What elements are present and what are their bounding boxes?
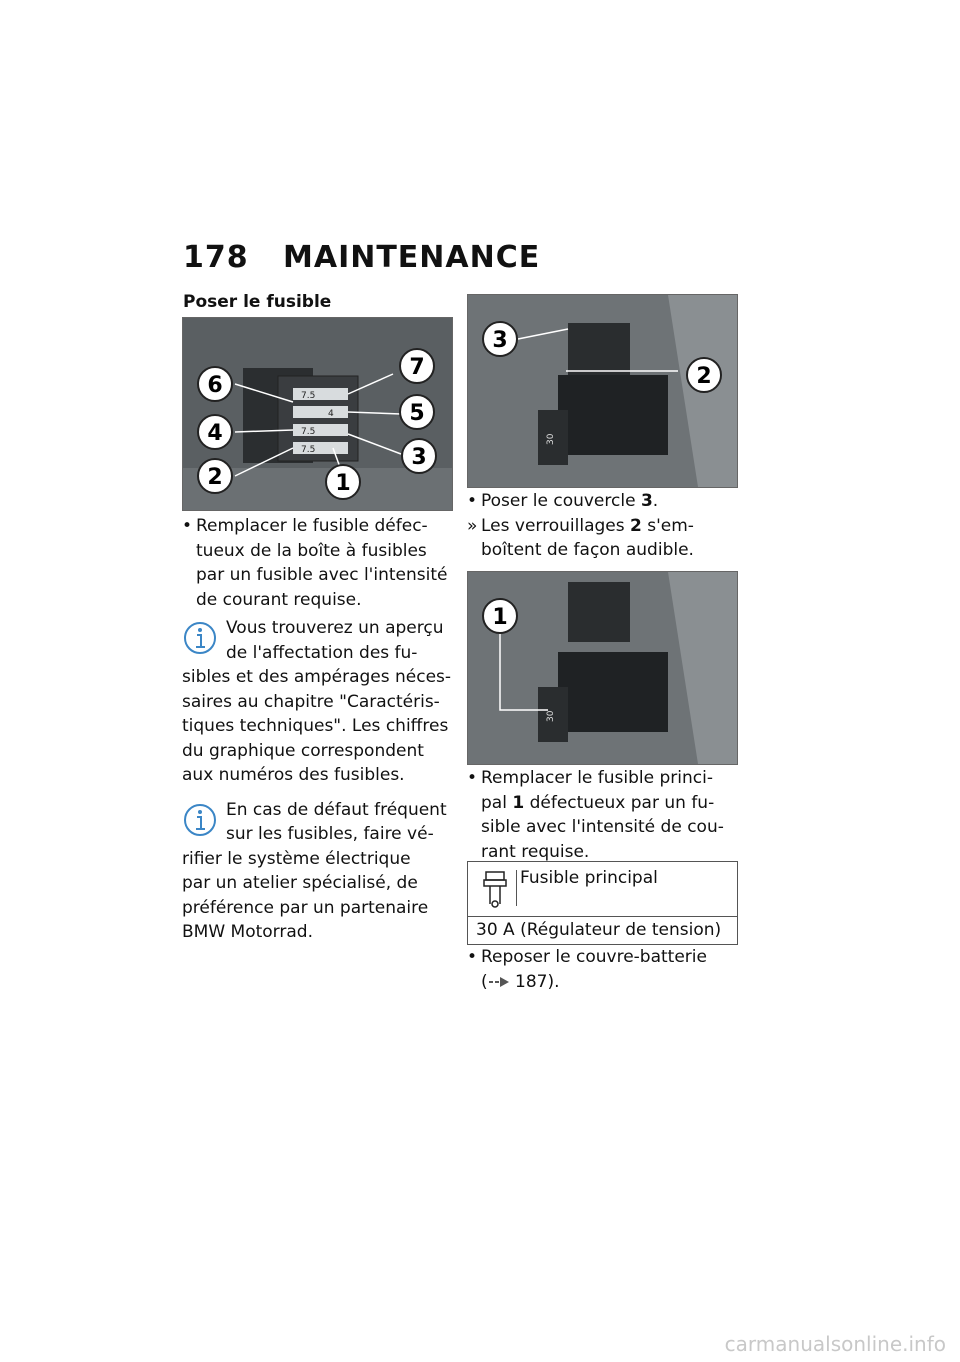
chapter-title: MAINTENANCE (283, 240, 541, 275)
fusebox-illustration (183, 318, 452, 510)
svg-text:4: 4 (207, 421, 223, 446)
fuse-mark: 4 (328, 409, 334, 419)
callout-3 (402, 439, 436, 473)
connector-label: 30 (546, 433, 556, 445)
main-fuse-spec-table (467, 861, 738, 945)
svg-text:1: 1 (335, 471, 351, 496)
cover-illustration (468, 295, 737, 487)
bullet-line (481, 791, 742, 816)
table-divider (516, 870, 517, 906)
spec-value: 30 A (Régulateur de tension) (476, 920, 722, 940)
note-line: du graphique correspondent (182, 740, 424, 761)
bullet-dot: • (467, 768, 478, 788)
page-reference[interactable]: 187). (509, 971, 560, 992)
spec-table-header (468, 862, 737, 917)
note-line: préférence par un partenaire (182, 897, 429, 918)
fusebox-photo (182, 317, 453, 511)
bullet-line: sible avec l'intensité de cou- (481, 817, 724, 837)
note-line: En cas de défaut fréquent (226, 799, 447, 820)
note-line: aux numéros des fusibles. (182, 765, 405, 785)
bullet-line: Remplacer le fusible défec- (196, 516, 428, 536)
callout-6 (198, 367, 232, 401)
section-heading: Poser le fusible (183, 292, 332, 312)
fuse-icon (480, 870, 510, 910)
fuse-mark: 7.5 (301, 427, 316, 437)
right-column-main-fuse-steps (467, 766, 742, 864)
right-column-reinstall-step (467, 945, 742, 994)
fuse-mark: 7.5 (301, 445, 316, 455)
bullet-text: ( (481, 971, 488, 992)
bullet-line: Remplacer le fusible princi- (481, 768, 713, 788)
left-column (182, 514, 454, 945)
svg-text:6: 6 (207, 373, 223, 398)
ref-number: 2 (630, 515, 642, 536)
ref-number: 3 (640, 491, 653, 511)
svg-text:2: 2 (696, 364, 712, 389)
svg-text:3: 3 (492, 328, 508, 353)
result-text: s'em- (641, 515, 694, 536)
watermark: carmanualsonline.info (724, 1332, 946, 1356)
bullet-line (481, 970, 742, 995)
bullet-dot: • (467, 947, 478, 967)
callout-5 (400, 395, 434, 429)
callout-2 (687, 358, 721, 392)
spec-label: Fusible principal (520, 868, 658, 888)
cover-photo (467, 294, 738, 488)
callout-4 (198, 415, 232, 449)
callout-1 (483, 599, 517, 633)
bullet-text: Poser le couvercle (481, 491, 641, 511)
note-line: de l'affectation des fu- (226, 642, 418, 663)
callout-2 (198, 459, 232, 493)
note-line: par un atelier spécialisé, de (182, 873, 418, 893)
svg-text:3: 3 (411, 445, 427, 470)
note-line: sur les fusibles, faire vé- (226, 824, 434, 844)
bullet-install-cover (467, 489, 742, 514)
note-line: rifier le système électrique (182, 848, 411, 869)
info-note-fuse-assignment (182, 616, 454, 788)
info-note-frequent-defect (182, 798, 454, 945)
connector-label: 30 (546, 710, 556, 722)
result-text: Les verrouillages (481, 515, 630, 536)
info-icon (182, 620, 218, 656)
note-line: Vous trouverez un aperçu (226, 618, 444, 638)
svg-text:7: 7 (409, 355, 425, 380)
bullet-line: Reposer le couvre-batterie (481, 947, 707, 967)
bullet-line: de courant requise. (196, 589, 362, 610)
svg-text:5: 5 (409, 401, 425, 426)
bullet-line: rant requise. (481, 841, 590, 862)
note-line: BMW Motorrad. (182, 922, 313, 942)
note-line: tiques techniques". Les chiffres (182, 716, 449, 736)
bullet-line: par un fusible avec l'intensité (196, 565, 448, 585)
bullet-text: défectueux par un fu- (524, 792, 715, 813)
right-column-cover-steps (467, 489, 742, 563)
ref-number: 1 (512, 792, 525, 813)
punct: . (652, 491, 659, 511)
result-line: boîtent de façon audible. (481, 540, 694, 560)
note-line: saires au chapitre "Caractéris- (182, 691, 440, 712)
page-number: 178 (183, 240, 249, 275)
fuse-mark: 7.5 (301, 391, 316, 401)
bullet-dot: • (467, 491, 478, 511)
note-line: sibles et des ampérages néces- (182, 667, 452, 687)
bullet-replace-fuse (182, 514, 454, 612)
bullet-dot: • (182, 516, 193, 536)
result-locks-engage (467, 514, 742, 563)
page-header (183, 240, 540, 275)
page-reference-arrow-icon (488, 976, 510, 988)
callout-1 (326, 465, 360, 499)
bullet-replace-main-fuse (467, 766, 742, 864)
info-icon (182, 802, 218, 838)
bullet-text: pal (481, 792, 513, 813)
callout-7 (400, 349, 434, 383)
svg-text:2: 2 (207, 465, 223, 490)
callout-3 (483, 322, 517, 356)
mainfuse-photo (467, 571, 738, 765)
mainfuse-illustration (468, 572, 737, 764)
svg-text:1: 1 (492, 605, 508, 630)
bullet-line: tueux de la boîte à fusibles (196, 540, 427, 561)
bullet-reinstall-battery-cover (467, 945, 742, 994)
result-arrow: » (467, 515, 478, 536)
